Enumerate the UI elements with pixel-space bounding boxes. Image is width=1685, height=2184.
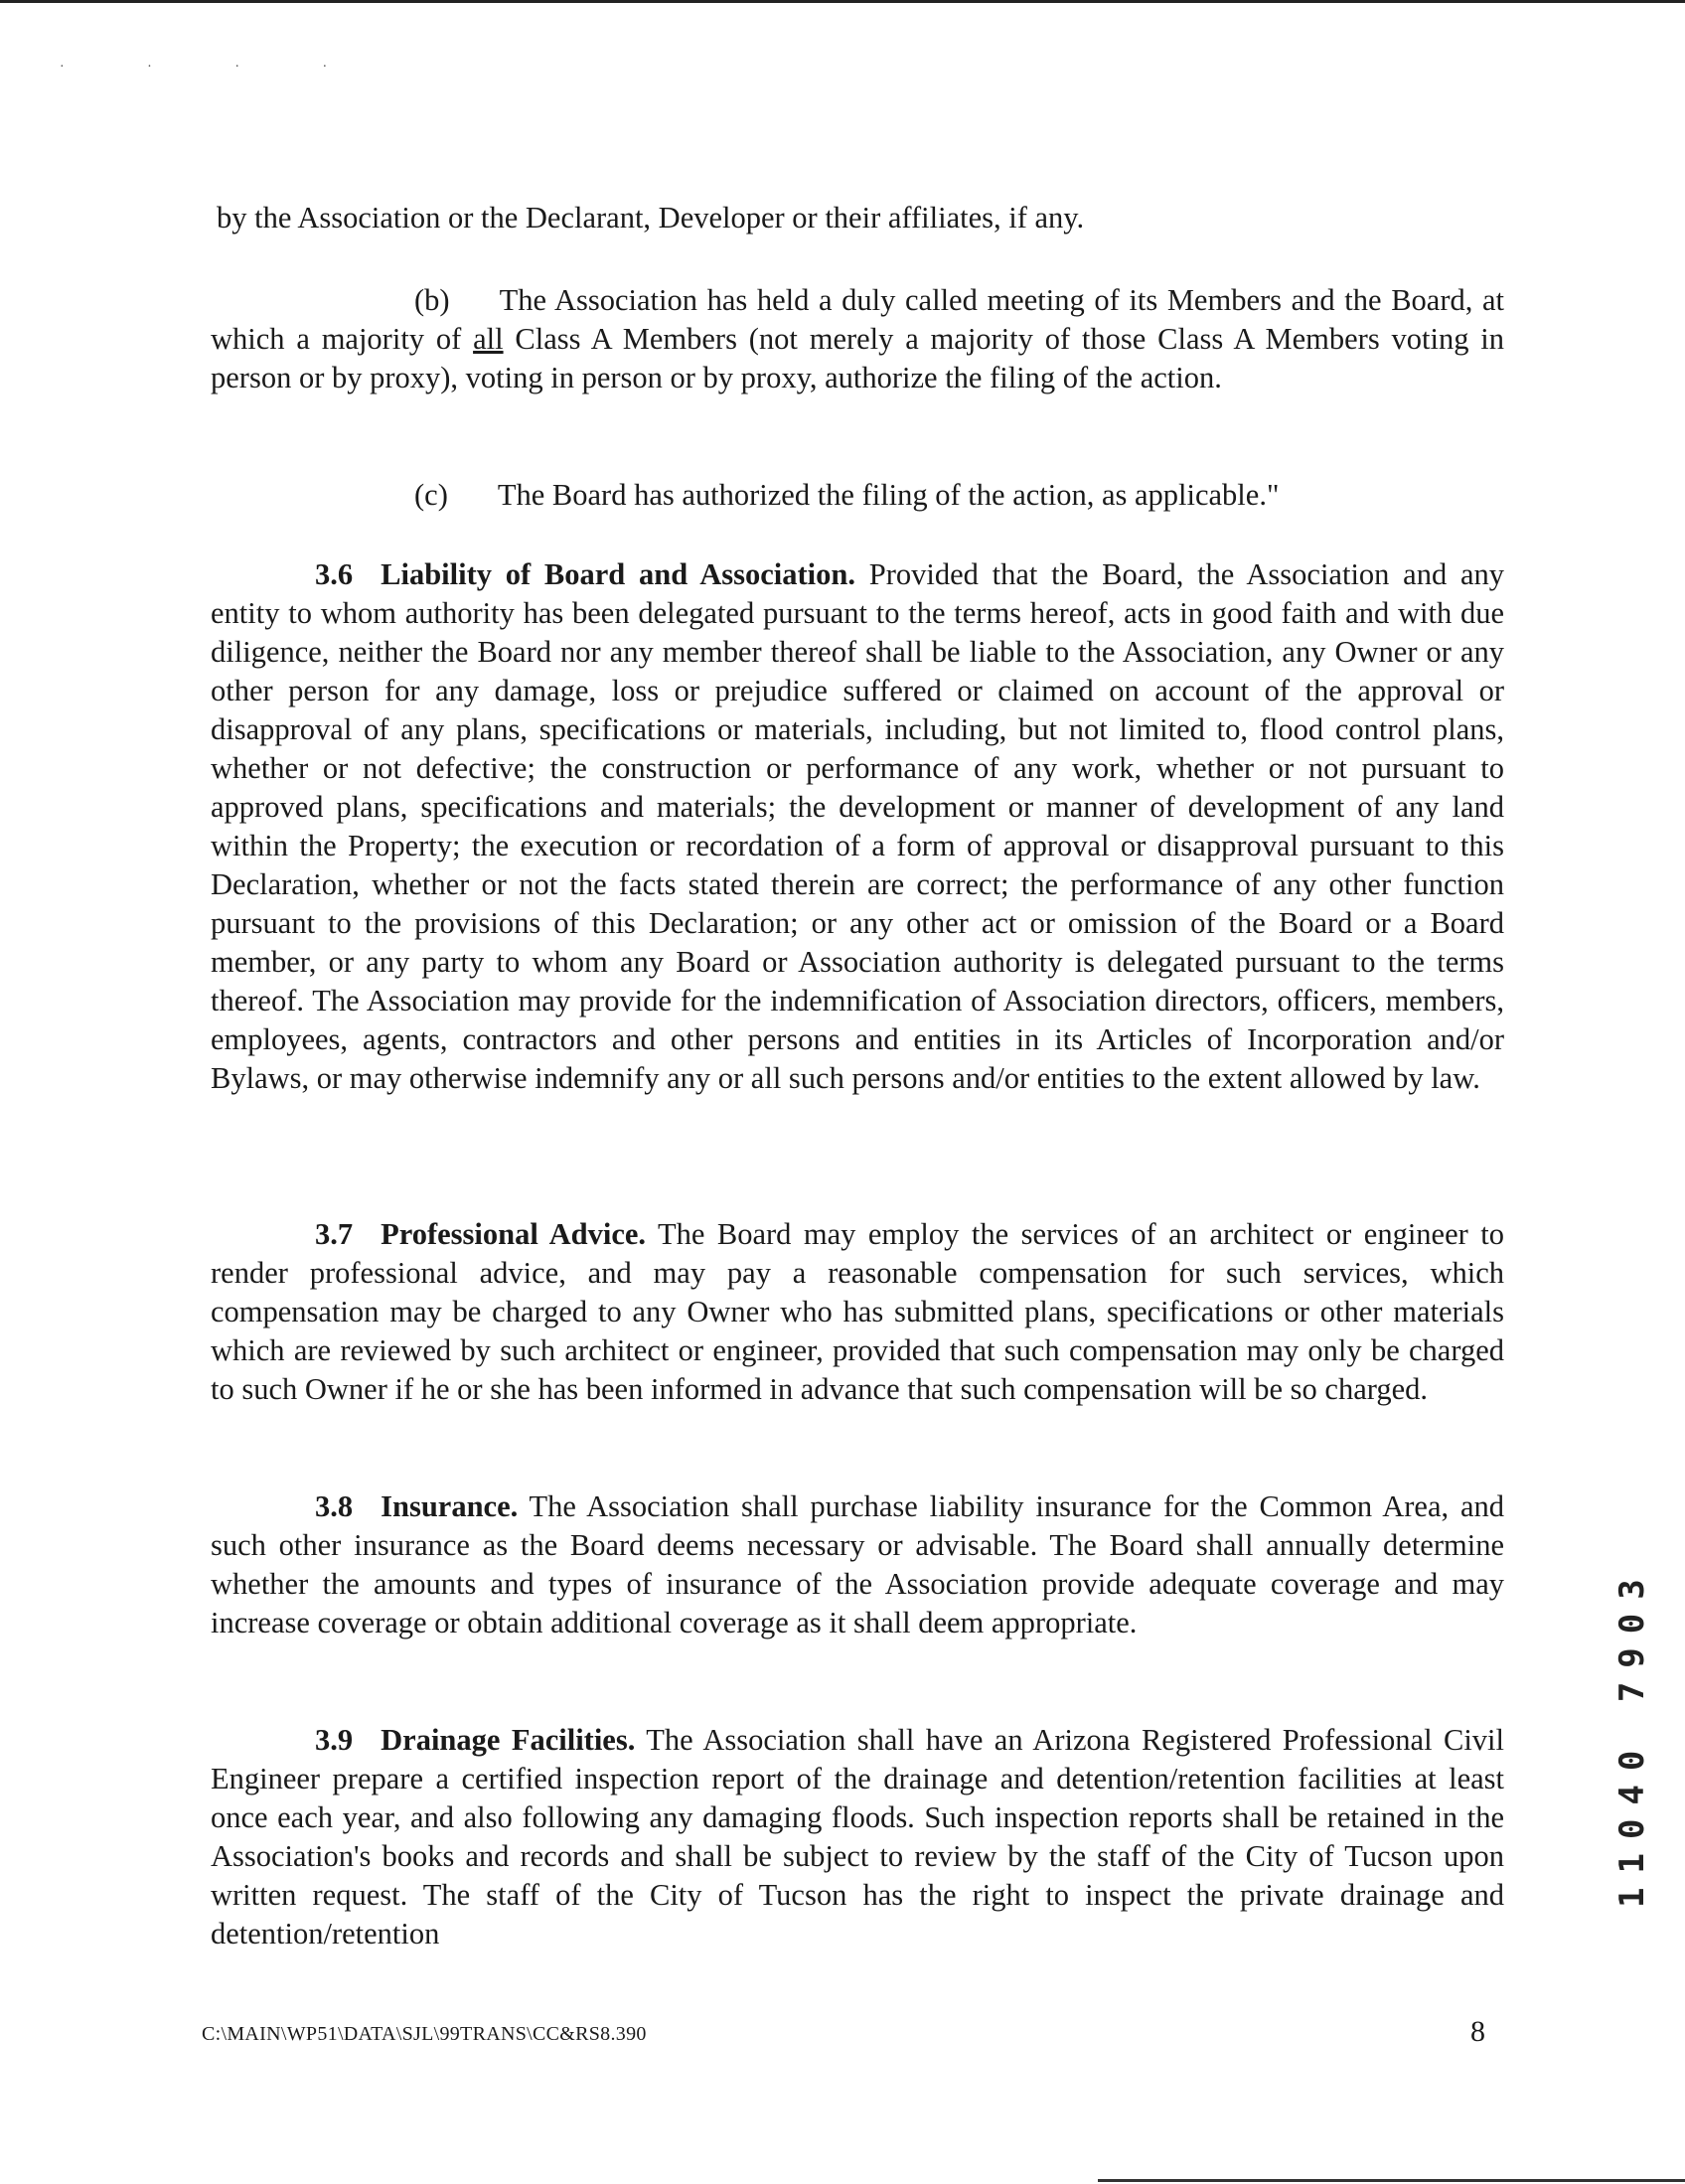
recording-stamp [1605, 1565, 1652, 1918]
section-3-6 [211, 555, 1504, 1098]
subparagraph-b [211, 281, 1504, 397]
section-3-9-text: The Association shall have an Arizona Registered Professional Civil Engineer prepare a certified inspection report of the drainage and detention/retention facilities at least once each year, and also following any damaging floods. Such inspection reports shall be retained in the Association's books and records and shall be subject to review by the staff of the City of Tucson upon written request. The staff of the City of Tucson has the right to inspect the private drainage and detention/retention [211, 1723, 1504, 1950]
section-3-8-heading: Insurance. [381, 1489, 519, 1523]
section-3-8 [211, 1487, 1504, 1642]
section-3-7-text: The Board may employ the services of an architect or engineer to render professional advice, and may pay a reasonable compensation for such services, which compensation may be charged to any Owner who has submitted plans, specifications or other materials which are reviewed by such architect or engineer, provided that such compensation may only be charged to such Owner if he or she has been informed in advance that such compensation will be so charged. [211, 1217, 1504, 1406]
section-3-7-number: 3.7 [315, 1217, 354, 1251]
continuation-paragraph: by the Association or the Declarant, Developer or their affiliates, if any. [217, 201, 1085, 234]
subparagraph-c-text: The Board has authorized the filing of the action, as applicable." [497, 478, 1280, 512]
subparagraph-c [211, 476, 1504, 515]
page-number: 8 [1470, 2015, 1485, 2048]
section-3-6-number: 3.6 [315, 557, 354, 591]
section-3-9 [211, 1721, 1504, 1953]
section-3-9-heading: Drainage Facilities. [381, 1723, 636, 1757]
section-3-9-number: 3.9 [315, 1723, 354, 1757]
section-3-6-heading: Liability of Board and Association. [381, 557, 855, 591]
top-scan-edge [0, 0, 1685, 3]
section-3-8-text: The Association shall purchase liability insurance for the Common Area, and such other insurance as the Board deems necessary or advisable. The Board shall annually determine whether the amounts and types of insurance of the Association provide adequate coverage and may increase coverage or obtain additional coverage as it shall deem appropriate. [211, 1489, 1504, 1639]
section-3-7-heading: Professional Advice. [381, 1217, 647, 1251]
footer-file-path: C:\MAIN\WP51\DATA\SJL\99TRANS\CC&RS8.390 [202, 2023, 647, 2045]
section-3-8-number: 3.8 [315, 1489, 354, 1523]
subparagraph-c-label: (c) [414, 478, 448, 512]
subparagraph-b-text-after: Class A Members (not merely a majority of those Class A Members voting in person or by proxy), voting in person or by proxy, authorize the filing of the action. [211, 322, 1504, 394]
subparagraph-b-underlined: all [473, 322, 504, 356]
bottom-scan-edge [1098, 2179, 1685, 2182]
section-3-6-text: Provided that the Board, the Association and any entity to whom authority has been delegated pursuant to the terms hereof, acts in good faith and with due diligence, neither the Board nor any member thereof shall be liable to the Association, any Owner or any other person for any damage, loss or prejudice suffered or claimed on account of the approval or disapproval of any plans, specifications or materials, including, but not limited to, flood control plans, whether or not defective; the construction or performance of any work, whether or not pursuant to approved plans, specifications and materials; the development or manner of development of any land within the Property; the execution or recordation of a form of approval or disapproval pursuant to this Declaration, whether or not the facts stated therein are correct; the performance of any other function pursuant to the provisions of this Declaration; or any other act or omission of the Board or a Board member, or any party to whom any Board or Association authority is delegated pursuant to the terms thereof. The Association may provide for the indemnification of Association directors, officers, members, employees, agents, contractors and other persons and entities in its Articles of Incorporation and/or Bylaws, or may otherwise indemnify any or all such persons and/or entities to the extent allowed by law. [211, 557, 1504, 1095]
subparagraph-b-text-before: The Association has held a duly called meeting of its Members and the Board, at which a majority of [211, 283, 1504, 356]
subparagraph-b-label: (b) [414, 283, 450, 317]
scan-specks: · · · · [60, 60, 368, 75]
section-3-7 [211, 1215, 1504, 1409]
recording-stamp-text: 11040 7903 [1612, 1565, 1652, 1908]
